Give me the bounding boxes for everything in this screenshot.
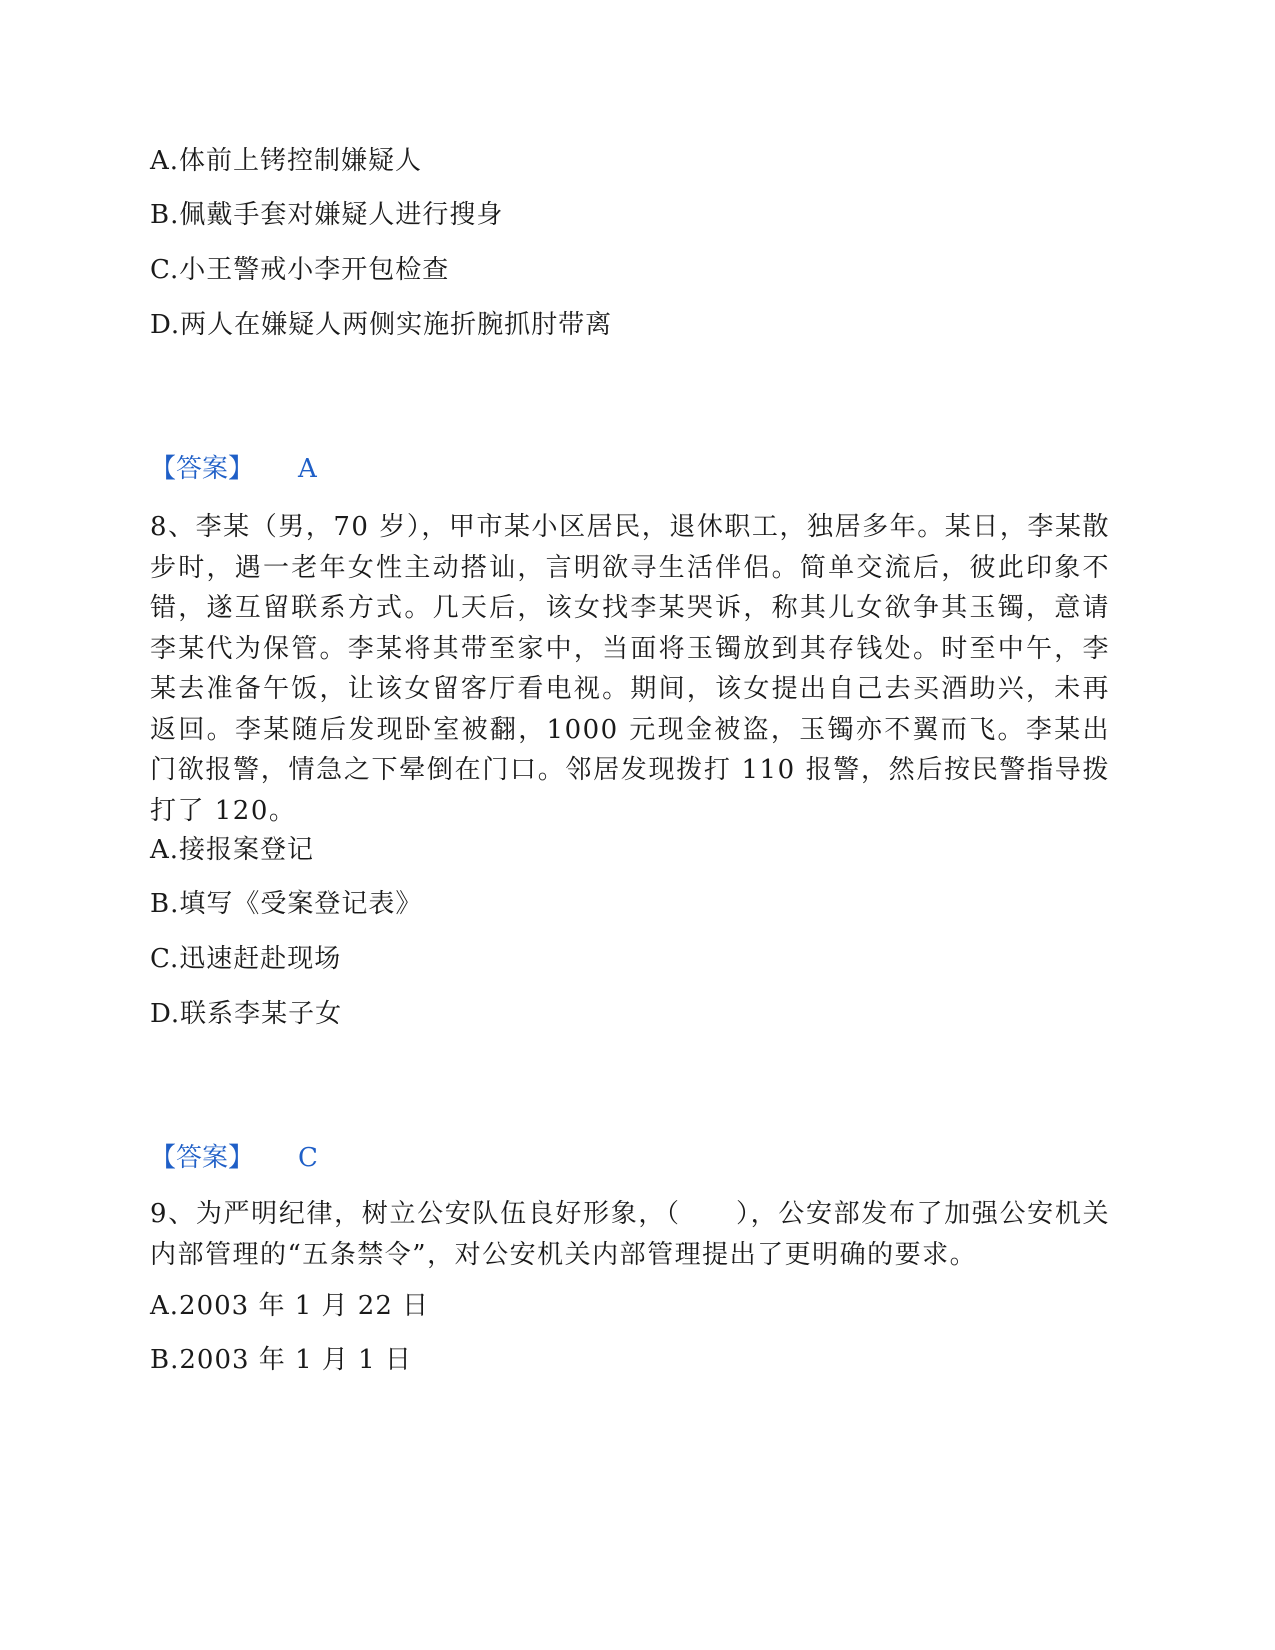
q8-answer-label: 【答案】 [150, 1143, 255, 1173]
q8-option-d: D.联系李某子女 [150, 999, 343, 1029]
q7-option-c: C.小王警戒小李开包检查 [150, 255, 450, 285]
q9-option-a: A.2003 年 1 月 22 日 [150, 1291, 430, 1321]
q8-option-c: C.迅速赶赴现场 [150, 944, 342, 974]
q7-answer [150, 451, 317, 487]
q7-option-b: B.佩戴手套对嫌疑人进行搜身 [150, 200, 504, 230]
q8-answer-value: C [298, 1143, 318, 1173]
q8-answer [150, 1140, 318, 1176]
q8-option-b: B.填写《受案登记表》 [150, 889, 423, 919]
q7-option-d: D.两人在嫌疑人两侧实施折腕抓肘带离 [150, 310, 613, 340]
q7-answer-label: 【答案】 [150, 454, 255, 484]
q9-stem: 9、为严明纪律，树立公安队伍良好形象，（ ），公安部发布了加强公安机关内部管理的“五条禁令”，对公安机关内部管理提出了更明确的要求。 [150, 1199, 1110, 1270]
q8-stem: 8、李某（男，70 岁），甲市某小区居民，退休职工，独居多年。某日，李某散步时，遇一老年女性主动搭讪，言明欲寻生活伴侣。简单交流后，彼此印象不错，遂互留联系方式。几天后，该女找李某哭诉，称其儿女欲争其玉镯，意请李某代为保管。李某将其带至家中，当面将玉镯放到其存钱处。时至中午，李某去准备午饭，让该女留客厅看电视。期间，该女提出自己去买酒助兴，未再返回。李某随后发现卧室被翻，1000 元现金被盗，玉镯亦不翼而飞。李某出门欲报警，情急之下晕倒在门口。邻居发现拨打 110 报警，然后按民警指导拨打了 120。 [150, 512, 1110, 826]
q7-answer-value: A [298, 454, 317, 484]
q9-option-b: B.2003 年 1 月 1 日 [150, 1345, 412, 1375]
q8-option-a: A.接报案登记 [150, 835, 315, 865]
q7-option-a: A.体前上铐控制嫌疑人 [150, 146, 423, 176]
